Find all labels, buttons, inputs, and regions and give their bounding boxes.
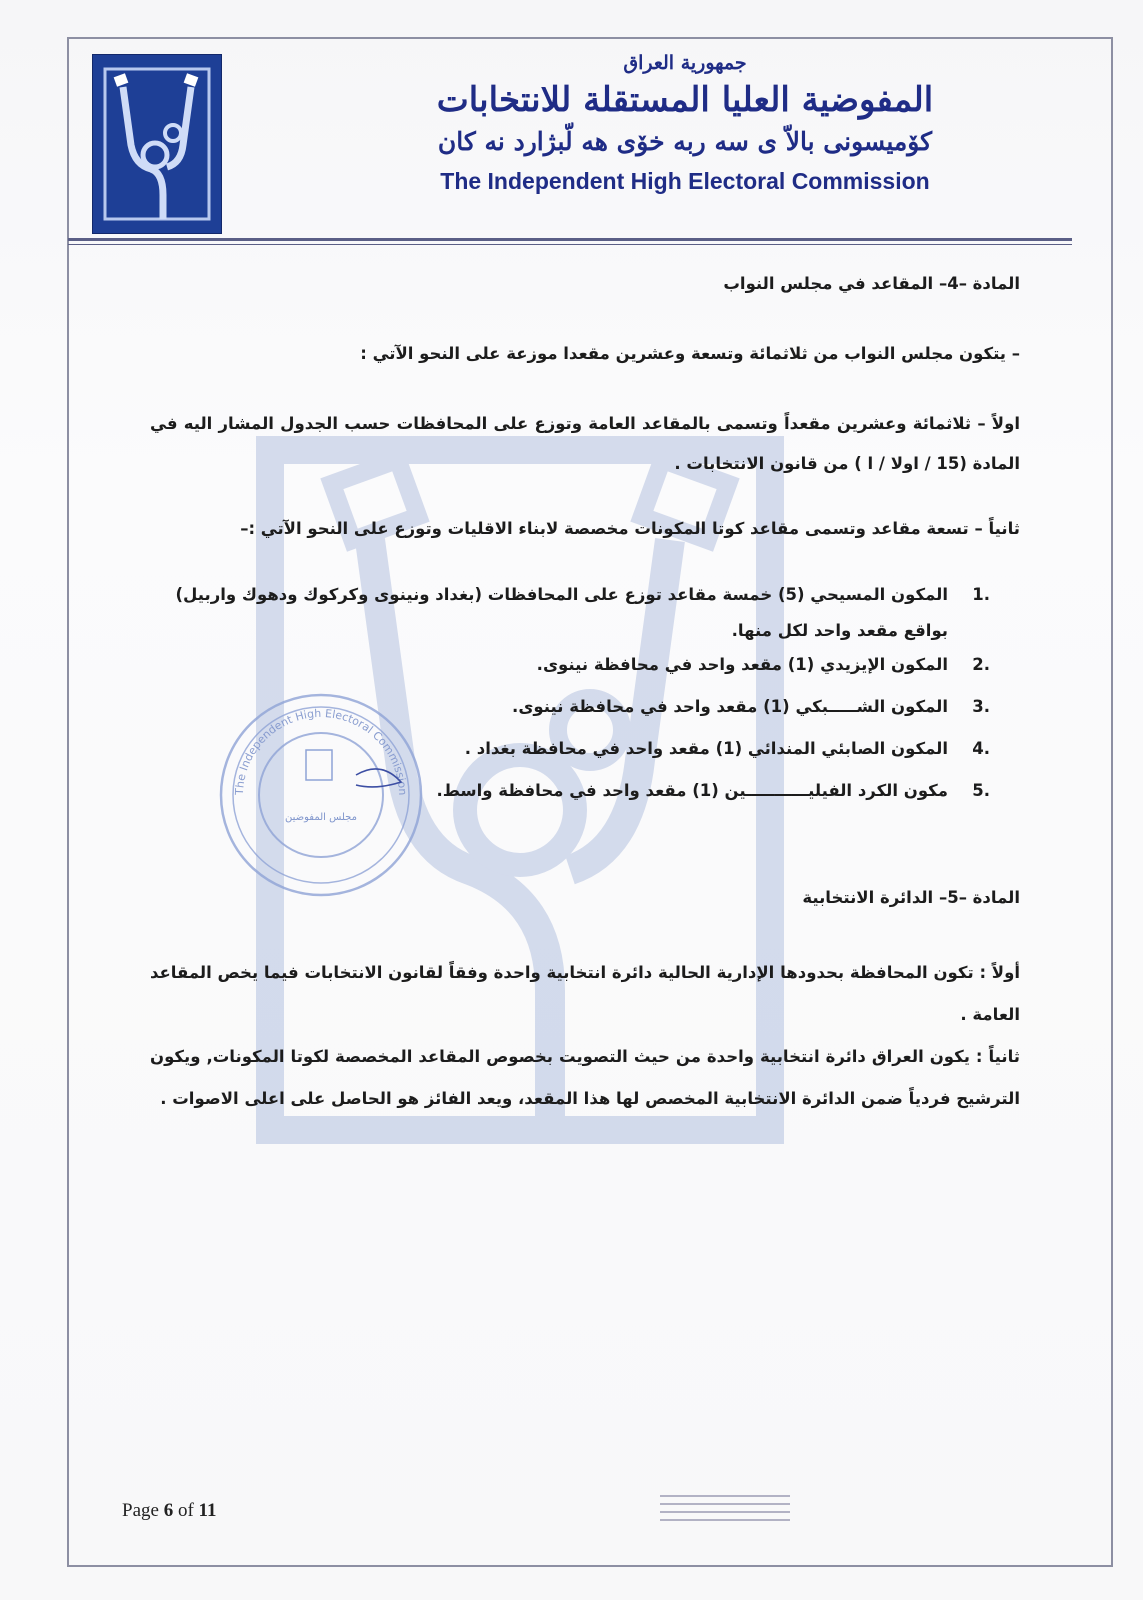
footer-decoration-icon xyxy=(650,1490,800,1530)
article-5-first: أولاً : تكون المحافظة بحدودها الإدارية الحالية دائرة انتخابية واحدة وفقاً لقانون الانتخابات فيما يخص المقاعد العامة . xyxy=(150,963,1020,1024)
commission-name-english: The Independent High Electoral Commission xyxy=(440,168,930,194)
article-4-second: ثانياً – تسعة مقاعد وتسمى مقاعد كوتا المكونات مخصصة لابناء الاقليات وتوزع على النحو الآتي :– xyxy=(240,519,1020,538)
country-name: جمهورية العراق xyxy=(623,52,747,74)
list-item-number: 1. xyxy=(972,585,990,604)
article-4-intro: – يتكون مجلس النواب من ثلاثمائة وتسعة وعشرين مقعدا موزعة على النحو الآتي : xyxy=(360,344,1020,363)
list-item xyxy=(150,647,990,683)
article-5-title: المادة –5– الدائرة الانتخابية xyxy=(802,888,1020,907)
commission-name-arabic: المفوضية العليا المستقلة للانتخابات xyxy=(436,80,934,120)
list-item-number: 4. xyxy=(972,739,990,758)
letterhead xyxy=(240,52,1070,196)
list-item-text: المكون الشـــــبكي (1) مقعد واحد في محافظة نينوى. xyxy=(512,697,948,716)
article-5-second: ثانياً : يكون العراق دائرة انتخابية واحدة من حيث التصويت بخصوص المقاعد المخصصة لكوتا المكونات, ويكون الترشيح فردياً ضمن الدائرة الانتخابية المخصص لها هذا المقعد، ويعد الفائز هو الحاصل على اعلى الاصوات . xyxy=(150,1047,1020,1108)
stamp-ring-text: The Independent High Electoral Commission xyxy=(232,706,410,796)
commission-name-kurdish: كۆميسونى بالاّ ى سه ربه خۆى هه لّبژارد نه كان xyxy=(437,127,933,156)
list-item-text: المكون الصابئي المندائي (1) مقعد واحد في محافظة بغداد . xyxy=(464,739,948,758)
stamp-center-text: مجلس المفوضين xyxy=(284,812,358,823)
list-item-number: 2. xyxy=(972,655,990,674)
header-divider-thin xyxy=(68,244,1072,245)
list-item-text: المكون الإيزيدي (1) مقعد واحد في محافظة نينوى. xyxy=(536,655,948,674)
page-number: Page 6 of 11 xyxy=(122,1500,217,1521)
list-item-text: المكون المسيحي (5) خمسة مقاعد توزع على المحافظات (بغداد ونينوى وكركوك ودهوك واربيل) بواقع مقعد واحد لكل منها. xyxy=(175,585,948,640)
header-divider xyxy=(68,238,1072,241)
commission-logo xyxy=(92,54,222,234)
list-item-text: مكون الكرد الفيليـــــــــــين (1) مقعد واحد في محافظة واسط. xyxy=(436,781,948,800)
list-item-number: 3. xyxy=(972,697,990,716)
article-4-title: المادة –4– المقاعد في مجلس النواب xyxy=(723,274,1020,293)
list-item xyxy=(150,577,990,649)
official-stamp xyxy=(206,690,436,900)
article-4-first: اولاً – ثلاثمائة وعشرين مقعداً وتسمى بالمقاعد العامة وتوزع على المحافظات حسب الجدول المشار اليه في المادة (15 / اولا / ا ) من قانون الانتخابات . xyxy=(150,414,1020,473)
list-item-number: 5. xyxy=(972,781,990,800)
